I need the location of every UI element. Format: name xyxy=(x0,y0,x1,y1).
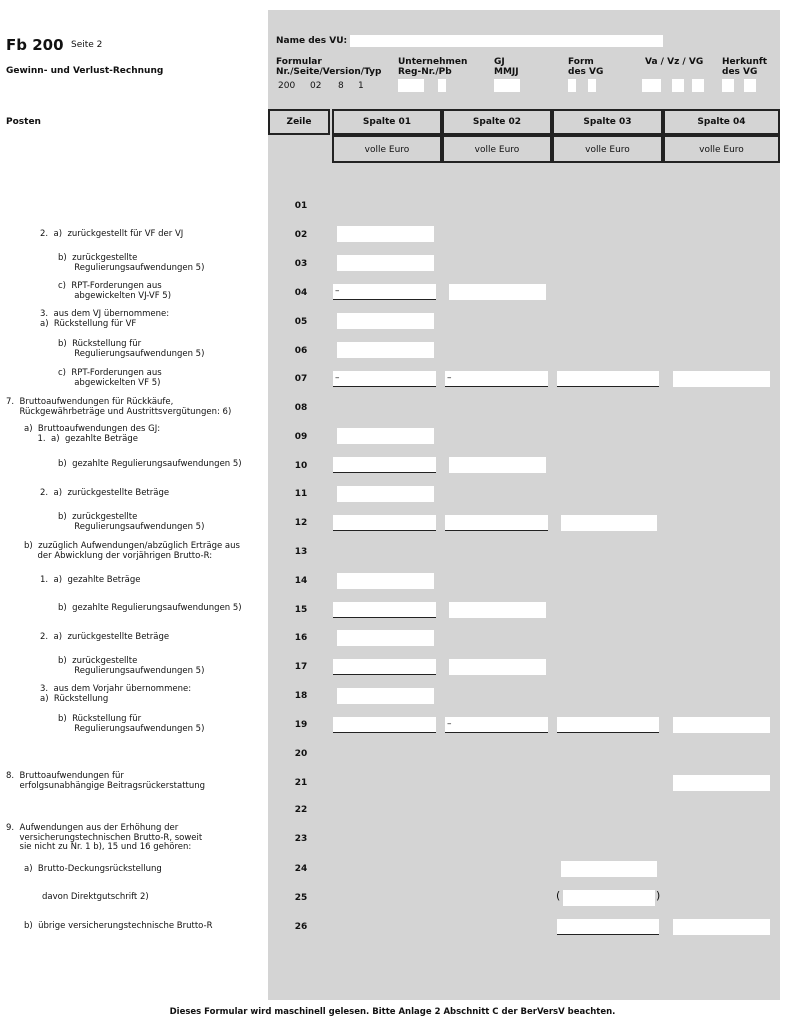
row-label-10: b) gezahlte Regulierungsaufwendungen 5) xyxy=(58,459,242,469)
row-number: 06 xyxy=(294,346,308,356)
row-label-09: a) Bruttoaufwendungen des GJ: 1. a) gezahlte Beträge xyxy=(24,424,161,444)
form-vg-input-1[interactable] xyxy=(568,79,576,92)
input-04-spalte-02[interactable] xyxy=(449,284,546,300)
input-26-spalte-03[interactable] xyxy=(557,919,659,935)
spalte-03-unit: volle Euro xyxy=(552,135,663,163)
gj-input[interactable] xyxy=(494,79,520,92)
vz-input[interactable] xyxy=(672,79,684,92)
input-11-spalte-01[interactable] xyxy=(337,486,434,502)
spalte-01-unit: volle Euro xyxy=(332,135,442,163)
row-number: 15 xyxy=(294,605,308,615)
footer-note: Dieses Formular wird maschinell gelesen. Bitte Anlage 2 Abschnitt C der BerVersV beachten. xyxy=(169,1007,616,1017)
input-10-spalte-02[interactable] xyxy=(449,457,546,473)
row-label-23: 9. Aufwendungen aus der Erhöhung der versicherungstechnischen Brutto-R, soweit sie nicht zu Nr. 1 b), 15 und 16 gehören: xyxy=(6,823,203,852)
spalte-02-header: Spalte 02 xyxy=(442,109,552,135)
input-12-spalte-01[interactable] xyxy=(333,515,436,531)
spalte-01-header: Spalte 01 xyxy=(332,109,442,135)
input-07-spalte-01[interactable] xyxy=(333,371,436,387)
gj-label: GJ MMJJ xyxy=(494,57,519,77)
input-19-spalte-02[interactable] xyxy=(445,717,548,733)
input-19-spalte-03[interactable] xyxy=(557,717,659,733)
row-label-25: davon Direktgutschrift 2) xyxy=(42,892,149,902)
row-label-13: b) zuzüglich Aufwendungen/abzüglich Erträge aus der Abwicklung der vorjährigen Brutto-R: xyxy=(24,541,240,561)
input-05-spalte-01[interactable] xyxy=(337,313,434,329)
input-15-spalte-01[interactable] xyxy=(333,602,436,618)
row-label-17: b) zurückgestellte Regulierungsaufwendungen 5) xyxy=(58,656,205,676)
input-21-spalte-04[interactable] xyxy=(673,775,770,791)
minus-sign: – xyxy=(447,373,452,383)
row-number: 20 xyxy=(294,749,308,759)
row-label-16: 2. a) zurückgestellte Beträge xyxy=(40,632,170,642)
paren-close: ) xyxy=(656,889,661,902)
row-label-12: b) zurückgestellte Regulierungsaufwendungen 5) xyxy=(58,512,205,532)
row-number: 17 xyxy=(294,662,308,672)
input-14-spalte-01[interactable] xyxy=(337,573,434,589)
spalte-04-header: Spalte 04 xyxy=(663,109,780,135)
row-number: 12 xyxy=(294,518,308,528)
row-number: 22 xyxy=(294,805,308,815)
row-label-06: b) Rückstellung für Regulierungsaufwendungen 5) xyxy=(58,339,205,359)
input-12-spalte-02[interactable] xyxy=(445,515,548,531)
row-label-15: b) gezahlte Regulierungsaufwendungen 5) xyxy=(58,603,242,613)
row-label-02: 2. a) zurückgestellt für VF der VJ xyxy=(40,229,184,239)
herkunft-input-2[interactable] xyxy=(744,79,756,92)
row-number: 03 xyxy=(294,259,308,269)
minus-sign: – xyxy=(447,719,452,729)
vg-input[interactable] xyxy=(692,79,704,92)
row-label-26: b) übrige versicherungstechnische Brutto-R xyxy=(24,921,213,931)
input-15-spalte-02[interactable] xyxy=(449,602,546,618)
input-07-spalte-04[interactable] xyxy=(673,371,770,387)
formular-seite: 02 xyxy=(310,81,322,91)
spalte-03-header: Spalte 03 xyxy=(552,109,663,135)
herkunft-input-1[interactable] xyxy=(722,79,734,92)
row-number: 14 xyxy=(294,576,308,586)
form-vg-input-2[interactable] xyxy=(588,79,596,92)
input-12-spalte-03[interactable] xyxy=(561,515,657,531)
row-number: 25 xyxy=(294,893,308,903)
row-label-24: a) Brutto-Deckungsrückstellung xyxy=(24,864,162,874)
input-24-spalte-03[interactable] xyxy=(561,861,657,877)
input-17-spalte-02[interactable] xyxy=(449,659,546,675)
formular-typ: 1 xyxy=(358,81,364,91)
input-06-spalte-01[interactable] xyxy=(337,342,434,358)
row-label-08: 7. Bruttoaufwendungen für Rückkäufe, Rückgewährbeträge und Austrittsvergütungen: 6) xyxy=(6,397,232,417)
form-title: Fb 200 xyxy=(6,36,64,54)
row-label-07: c) RPT-Forderungen aus abgewickelten VF 5) xyxy=(58,368,162,388)
row-label-19: b) Rückstellung für Regulierungsaufwendungen 5) xyxy=(58,714,205,734)
paren-open: ( xyxy=(556,889,561,902)
name-vu-input[interactable] xyxy=(350,35,663,47)
row-number: 04 xyxy=(294,288,308,298)
input-17-spalte-01[interactable] xyxy=(333,659,436,675)
page-indicator: Seite 2 xyxy=(71,40,103,50)
input-19-spalte-01[interactable] xyxy=(333,717,436,733)
row-number: 23 xyxy=(294,834,308,844)
formular-label: Formular Nr./Seite/Version/Typ xyxy=(276,57,382,77)
row-number: 26 xyxy=(294,922,308,932)
formular-nr: 200 xyxy=(278,81,296,91)
row-label-14: 1. a) gezahlte Beträge xyxy=(40,575,141,585)
input-07-spalte-02[interactable] xyxy=(445,371,548,387)
input-18-spalte-01[interactable] xyxy=(337,688,434,704)
va-input[interactable] xyxy=(642,79,661,92)
form-vg-label: Form des VG xyxy=(568,57,604,77)
row-number: 13 xyxy=(294,547,308,557)
row-number: 19 xyxy=(294,720,308,730)
spalte-02-unit: volle Euro xyxy=(442,135,552,163)
row-number: 08 xyxy=(294,403,308,413)
form-subtitle: Gewinn- und Verlust-Rechnung xyxy=(6,66,164,76)
herkunft-label: Herkunft des VG xyxy=(722,57,768,77)
input-04-spalte-01[interactable] xyxy=(333,284,436,300)
minus-sign: – xyxy=(335,286,340,296)
row-label-04: c) RPT-Forderungen aus abgewickelten VJ-VF 5) xyxy=(58,281,172,301)
row-number: 02 xyxy=(294,230,308,240)
input-02-spalte-01[interactable] xyxy=(337,226,434,242)
formular-version: 8 xyxy=(338,81,344,91)
row-number: 16 xyxy=(294,633,308,643)
va-vz-vg-label: Va / Vz / VG xyxy=(645,57,704,67)
row-label-18: 3. aus dem Vorjahr übernommene: a) Rückstellung xyxy=(40,684,192,704)
reg-nr-input[interactable] xyxy=(398,79,424,92)
input-25-spalte-03[interactable] xyxy=(563,890,655,906)
row-label-05: 3. aus dem VJ übernommene: a) Rückstellung für VF xyxy=(40,309,170,329)
input-19-spalte-04[interactable] xyxy=(673,717,770,733)
row-number: 01 xyxy=(294,201,308,211)
row-number: 21 xyxy=(294,778,308,788)
row-number: 11 xyxy=(294,489,308,499)
spalte-04-unit: volle Euro xyxy=(663,135,780,163)
pb-input[interactable] xyxy=(438,79,446,92)
input-10-spalte-01[interactable] xyxy=(333,457,436,473)
input-26-spalte-04[interactable] xyxy=(673,919,770,935)
row-number: 24 xyxy=(294,864,308,874)
input-09-spalte-01[interactable] xyxy=(337,428,434,444)
row-number: 10 xyxy=(294,461,308,471)
row-number: 09 xyxy=(294,432,308,442)
posten-heading: Posten xyxy=(6,117,41,127)
unternehmen-label: Unternehmen Reg-Nr./Pb xyxy=(398,57,468,77)
row-number: 18 xyxy=(294,691,308,701)
row-label-21: 8. Bruttoaufwendungen für erfolgsunabhängige Beitragsrückerstattung xyxy=(6,771,206,791)
zeile-header: Zeile xyxy=(268,109,330,135)
minus-sign: – xyxy=(335,373,340,383)
row-number: 07 xyxy=(294,374,308,384)
row-label-03: b) zurückgestellte Regulierungsaufwendungen 5) xyxy=(58,253,205,273)
row-label-11: 2. a) zurückgestellte Beträge xyxy=(40,488,170,498)
input-16-spalte-01[interactable] xyxy=(337,630,434,646)
input-07-spalte-03[interactable] xyxy=(557,371,659,387)
input-03-spalte-01[interactable] xyxy=(337,255,434,271)
name-vu-label: Name des VU: xyxy=(276,36,348,46)
row-number: 05 xyxy=(294,317,308,327)
